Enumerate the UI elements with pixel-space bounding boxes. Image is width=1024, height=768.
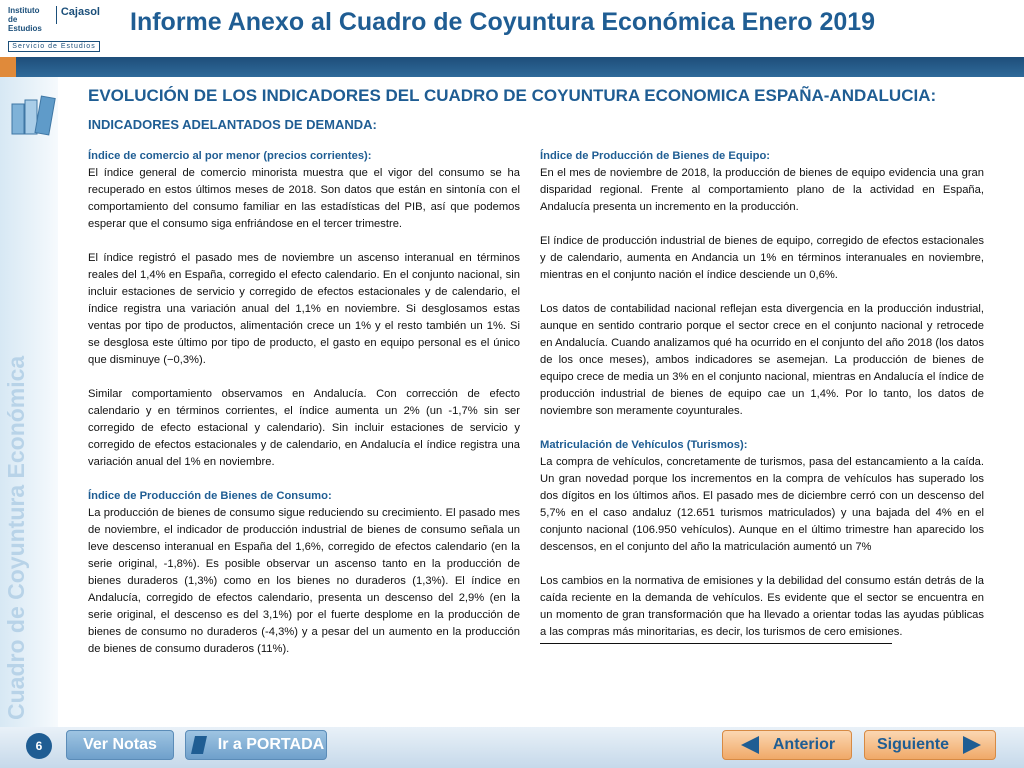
retail-index-paragraph-3: Similar comportamiento observamos en Andalucía. Con corrección de efecto calendario y en términos corrientes, el índice aumenta un 2% (un -1,7% sin ser corregido de efecto estacional y calendario). Sin incluir estaciones de servicio y corregido de efectos estacionales y de calendario, en Andalucía el índice registra una variación anual del 1% en noviembre. bbox=[88, 388, 520, 468]
go-to-cover-label: Ir a PORTADA bbox=[217, 736, 325, 753]
section-heading: EVOLUCIÓN DE LOS INDICADORES DEL CUADRO DE COYUNTURA ECONOMICA ESPAÑA-ANDALUCIA: bbox=[88, 86, 937, 105]
arrow-left-icon bbox=[739, 735, 761, 755]
page-title: Informe Anexo al Cuadro de Coyuntura Económica Enero 2019 bbox=[130, 8, 876, 36]
vehicle-registration-paragraph-1: La compra de vehículos, concretamente de turismos, pasa del estancamiento a la caída. Un gran novedad porque los incrementos en la compra de vehículos has superado los dos dígitos en los últimos años. El pasado mes de diciembre cerró con un descenso del 5,7% en el caso andaluz (12.651 turismos matriculados) y una bajada del 4% en el conjunto nacional (106.950 vehículos). Aunque en el último trimestre han aparecido los descensos, en el conjunto del año la matriculación aumentó un 7% bbox=[540, 456, 984, 553]
consumer-goods-paragraph: La producción de bienes de consumo sigue reduciendo su crecimiento. El pasado mes de noviembre, el indicador de producción industrial de bienes de consumo señala un leve descenso interanual en España del 1,6%, corregido de efectos calendario (en la serie original, -1,8%). Es posible observar un ascenso tanto en la producción de bienes duraderos (1,3%) como en los bienes no duraderos (1,3%). El índice en Andalucía, corregido de efectos calendario, presenta un descenso del 2,9% (en la serie original, el descenso es del 3,1%) por el fuerte desplome en la producción de bienes de consumo no duraderos (-4,3%) y a pesar del un aumento en la producción de bienes de consumo duraderos (11%). bbox=[88, 507, 520, 655]
retail-index-title: Índice de comercio al por menor (precios corrientes): bbox=[88, 150, 372, 162]
retail-index-paragraph-2: El índice registró el pasado mes de noviembre un ascenso interanual en términos reales del 1,4% en España, corregido el efecto calendario. En el conjunto nacional, sin incluir estaciones de servicio y corregido de efectos estacionales y de calendario, el índice registra una variación anual del 1,1% en noviembre. Si desglosamos estas ventas por tipo de productos, alimentación crece un 1% y el resto también un 1%. Si se desglosa este último por tipo de producto, el gasto en equipo personal es el único que disminuye (−0,3%). bbox=[88, 252, 520, 366]
next-label: Siguiente bbox=[876, 736, 949, 753]
section-subheading: INDICADORES ADELANTADOS DE DEMANDA: bbox=[88, 117, 377, 132]
capital-goods-paragraph-3: Los datos de contabilidad nacional reflejan esta divergencia en la producción industrial, aunque en sentido contrario porque el sector crece en el conjunto nacional y retrocede en Andalucía. Cuando analizamos qué ha ocurrido en el conjunto del año 2018 (los datos de los once meses), ambos indicadores se asemejan. La producción de bienes de equipo crece de media un 3% en el conjunto nacional, mientras en Andalucía el índice de producción industrial de bienes de equipo cae un 1,4%. Por lo tanto, los datos de noviembre son meramente coyunturales. bbox=[540, 303, 984, 417]
next-button[interactable] bbox=[864, 730, 996, 760]
go-to-cover-button[interactable] bbox=[185, 730, 327, 760]
books-icon bbox=[8, 94, 58, 138]
header-band bbox=[0, 57, 1024, 77]
closing-rule bbox=[540, 643, 892, 644]
retail-index-paragraph-1: El índice general de comercio minorista muestra que el vigor del consumo se ha recuperado en estos últimos meses de 2018. Son datos que están en sintonía con el comportamiento del consumo familiar en las estadísticas del PIB, así que podemos esperar que el consumo siga enfriándose en el tercer trimestre. bbox=[88, 167, 520, 230]
left-column bbox=[88, 148, 520, 658]
logo-brand: Cajasol bbox=[60, 6, 100, 18]
right-column bbox=[540, 148, 984, 644]
logo-separator bbox=[56, 6, 57, 24]
logo-service: Servicio de Estudios bbox=[8, 41, 100, 52]
home-icon bbox=[188, 734, 210, 756]
sidebar-vertical-title: Cuadro de Coyuntura Económica bbox=[3, 355, 29, 720]
logo bbox=[8, 6, 100, 54]
previous-button[interactable] bbox=[722, 730, 852, 760]
previous-label: Anterior bbox=[772, 736, 836, 753]
logo-line1: Instituto bbox=[8, 6, 40, 15]
page-number: 6 bbox=[26, 733, 52, 759]
header-band-accent bbox=[0, 57, 16, 77]
capital-goods-paragraph-1: En el mes de noviembre de 2018, la producción de bienes de equipo evidencia una gran disparidad regional. Frente al comportamiento plano de la actividad en España, Andalucía presenta un incremento en la producción. bbox=[540, 167, 984, 213]
vehicle-registration-paragraph-2: Los cambios en la normativa de emisiones y la debilidad del consumo están detrás de la caída reciente en la demanda de vehículos. Es evidente que el sector se encuentra en un momento de gran transformación que ha llevado a orientar todas las ayudas públicas a las compras más minoritarias, es decir, los turismos de cero emisiones. bbox=[540, 575, 984, 638]
view-notes-button[interactable] bbox=[66, 730, 174, 760]
capital-goods-title: Índice de Producción de Bienes de Equipo: bbox=[540, 150, 770, 162]
capital-goods-paragraph-2: El índice de producción industrial de bienes de equipo, corregido de efectos estacionales y de calendario, aumenta en Andancia un 1% en términos interanuales en noviembre, mientras en el conjunto nación el índice desciende un 0,6%. bbox=[540, 235, 984, 281]
view-notes-label: Ver Notas bbox=[83, 736, 157, 753]
logo-line2: de Estudios bbox=[8, 15, 42, 33]
arrow-right-icon bbox=[961, 735, 983, 755]
vehicle-registration-title: Matriculación de Vehículos (Turismos): bbox=[540, 439, 748, 451]
consumer-goods-title: Índice de Producción de Bienes de Consumo: bbox=[88, 490, 332, 502]
